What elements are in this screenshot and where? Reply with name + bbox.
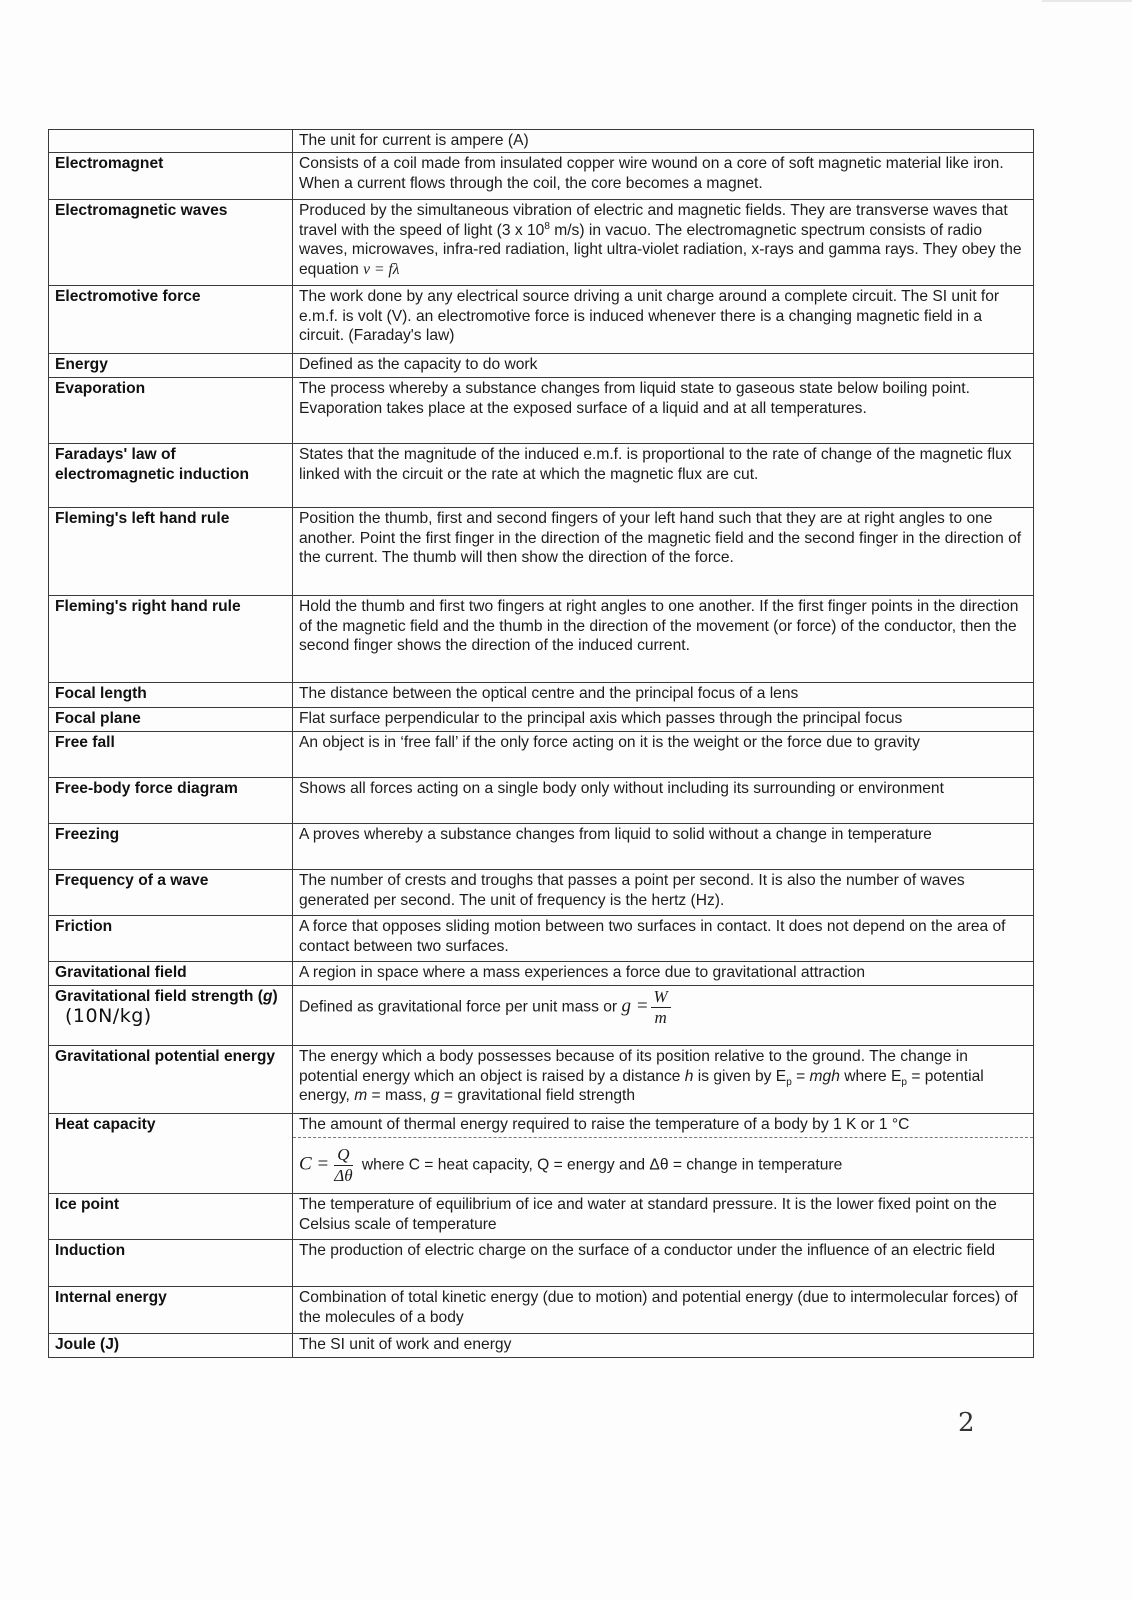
- definition-cell: Produced by the simultaneous vibration of electric and magnetic fields. They are transverse waves that travel with the speed of light (3 x $10^8$ m/s) in vacuo. The electromagnetic spectrum consists of radio waves, microwaves, infra-red radiation, light ultra-violet radiation, x-rays and gamma rays. They obey the equation v = fλ: [293, 200, 1034, 286]
- definition-cell: Consists of a coil made from insulated copper wire wound on a core of soft magnetic material like iron. When a current flows through the coil, the core becomes a magnet.: [293, 153, 1034, 200]
- definition-cell: The SI unit of work and energy: [293, 1334, 1034, 1358]
- definition-cell: A proves whereby a substance changes from liquid to solid without a change in temperature: [293, 824, 1034, 870]
- definition-cell: The number of crests and troughs that passes a point per second. It is also the number of waves generated per second. The unit of frequency is the hertz (Hz).: [293, 870, 1034, 916]
- glossary-table: [48, 129, 1034, 1358]
- table-row: [49, 1194, 1034, 1240]
- term-cell: Fleming's left hand rule: [49, 508, 293, 596]
- term-cell: Joule (J): [49, 1334, 293, 1358]
- definition-cell: Hold the thumb and first two fingers at right angles to one another. If the first finger points in the direction of the magnetic field and the thumb in the direction of the movement (or force) of the conductor, then the second finger shows the direction of the induced current.: [293, 596, 1034, 683]
- term-cell: Energy: [49, 354, 293, 378]
- definition-cell: The temperature of equilibrium of ice and water at standard pressure. It is the lower fixed point on the Celsius scale of temperature: [293, 1194, 1034, 1240]
- definition-cell: The production of electric charge on the surface of a conductor under the influence of an electric field: [293, 1240, 1034, 1287]
- table-row: [49, 962, 1034, 986]
- table-row: [49, 708, 1034, 732]
- table-row: [49, 1138, 1034, 1194]
- term-cell: Gravitational field: [49, 962, 293, 986]
- term-cell: Freezing: [49, 824, 293, 870]
- table-row: [49, 870, 1034, 916]
- fraction: $\frac{W}{m}$: [651, 987, 671, 1028]
- definition-cell: The energy which a body possesses because of its position relative to the ground. The change in potential energy which an object is raised by a distance h is given by $E_p$ = mgh where $E_p$ = potential energy, m = mass, g = gravitational field strength: [293, 1046, 1034, 1114]
- handwritten-annotation: (10N/kg): [65, 1004, 152, 1027]
- term-cell: Electromotive force: [49, 286, 293, 354]
- table-row: [49, 200, 1034, 286]
- table-row: [49, 444, 1034, 508]
- term-cell: Frequency of a wave: [49, 870, 293, 916]
- table-row: [49, 1287, 1034, 1334]
- page-edge-shadow: [1042, 0, 1132, 2]
- term-cell: Ice point: [49, 1194, 293, 1240]
- definition-cell: The process whereby a substance changes from liquid state to gaseous state below boiling point. Evaporation takes place at the exposed surface of a liquid and at all temperatures.: [293, 378, 1034, 444]
- table-row: [49, 778, 1034, 824]
- wave-equation: v = fλ: [363, 260, 400, 278]
- definition-cell: The amount of thermal energy required to raise the temperature of a body by 1 K or 1 °C: [293, 1114, 1034, 1138]
- definition-cell: An object is in ‘free fall’ if the only force acting on it is the weight or the force due to gravity: [293, 732, 1034, 778]
- term-cell: Electromagnetic waves: [49, 200, 293, 286]
- definition-cell: A force that opposes sliding motion between two surfaces in contact. It does not depend on the area of contact between two surfaces.: [293, 916, 1034, 962]
- term-cell: Gravitational potential energy: [49, 1046, 293, 1114]
- table-row: [49, 354, 1034, 378]
- definition-cell: Position the thumb, first and second fingers of your left hand such that they are at right angles to one another. Point the first finger in the direction of the magnetic field and the second finger in the direction of the current. The thumb will then show the direction of the force.: [293, 508, 1034, 596]
- table-row: [49, 732, 1034, 778]
- definition-cell: Combination of total kinetic energy (due to motion) and potential energy (due to intermolecular forces) of the molecules of a body: [293, 1287, 1034, 1334]
- definition-cell: The unit for current is ampere (A): [293, 130, 1034, 153]
- term-cell: Focal length: [49, 683, 293, 708]
- table-row: [49, 153, 1034, 200]
- table-row: [49, 824, 1034, 870]
- definition-cell: Flat surface perpendicular to the principal axis which passes through the principal focus: [293, 708, 1034, 732]
- term-cell: Free fall: [49, 732, 293, 778]
- term-cell: Friction: [49, 916, 293, 962]
- term-cell: Electromagnet: [49, 153, 293, 200]
- term-cell-empty: [49, 1138, 293, 1194]
- table-row: [49, 916, 1034, 962]
- table-row: [49, 986, 1034, 1046]
- table-row: [49, 378, 1034, 444]
- term-cell: Free-body force diagram: [49, 778, 293, 824]
- term-cell: Focal plane: [49, 708, 293, 732]
- table-row: [49, 683, 1034, 708]
- definition-cell: Defined as the capacity to do work: [293, 354, 1034, 378]
- term-cell: Heat capacity: [49, 1114, 293, 1138]
- fraction: $\frac{Q}{\Delta\theta}$: [334, 1145, 353, 1185]
- term-cell: Internal energy: [49, 1287, 293, 1334]
- definition-cell: States that the magnitude of the induced e.m.f. is proportional to the rate of change of the magnetic flux linked with the circuit or the rate at which the magnetic flux are cut.: [293, 444, 1034, 508]
- term-cell: Faradays' law of electromagnetic induction: [49, 444, 293, 508]
- term-cell: Gravitational field strength (g)(10N/kg): [49, 986, 293, 1046]
- definition-cell: The distance between the optical centre and the principal focus of a lens: [293, 683, 1034, 708]
- term-cell: Fleming's right hand rule: [49, 596, 293, 683]
- table-row: [49, 1240, 1034, 1287]
- term-cell: Evaporation: [49, 378, 293, 444]
- table-row: [49, 1334, 1034, 1358]
- table-row: [49, 1114, 1034, 1138]
- table-row: [49, 596, 1034, 683]
- page-number: 2: [958, 1408, 975, 1438]
- definition-cell: Shows all forces acting on a single body only without including its surrounding or environment: [293, 778, 1034, 824]
- table-row: [49, 1046, 1034, 1114]
- formula-cell: C = $\frac{Q}{\Delta\theta}$ where C = heat capacity, Q = energy and Δθ = change in temperature: [293, 1138, 1034, 1194]
- table-row: [49, 286, 1034, 354]
- definition-cell: The work done by any electrical source driving a unit charge around a complete circuit. The SI unit for e.m.f. is volt (V). an electromotive force is induced whenever there is a changing magnetic field in a circuit. (Faraday's law): [293, 286, 1034, 354]
- term-cell: Induction: [49, 1240, 293, 1287]
- definition-cell: Defined as gravitational force per unit mass or g = $\frac{W}{m}$: [293, 986, 1034, 1046]
- table-row: [49, 508, 1034, 596]
- table-row: [49, 130, 1034, 153]
- definition-cell: A region in space where a mass experiences a force due to gravitational attraction: [293, 962, 1034, 986]
- term-cell: [49, 130, 293, 153]
